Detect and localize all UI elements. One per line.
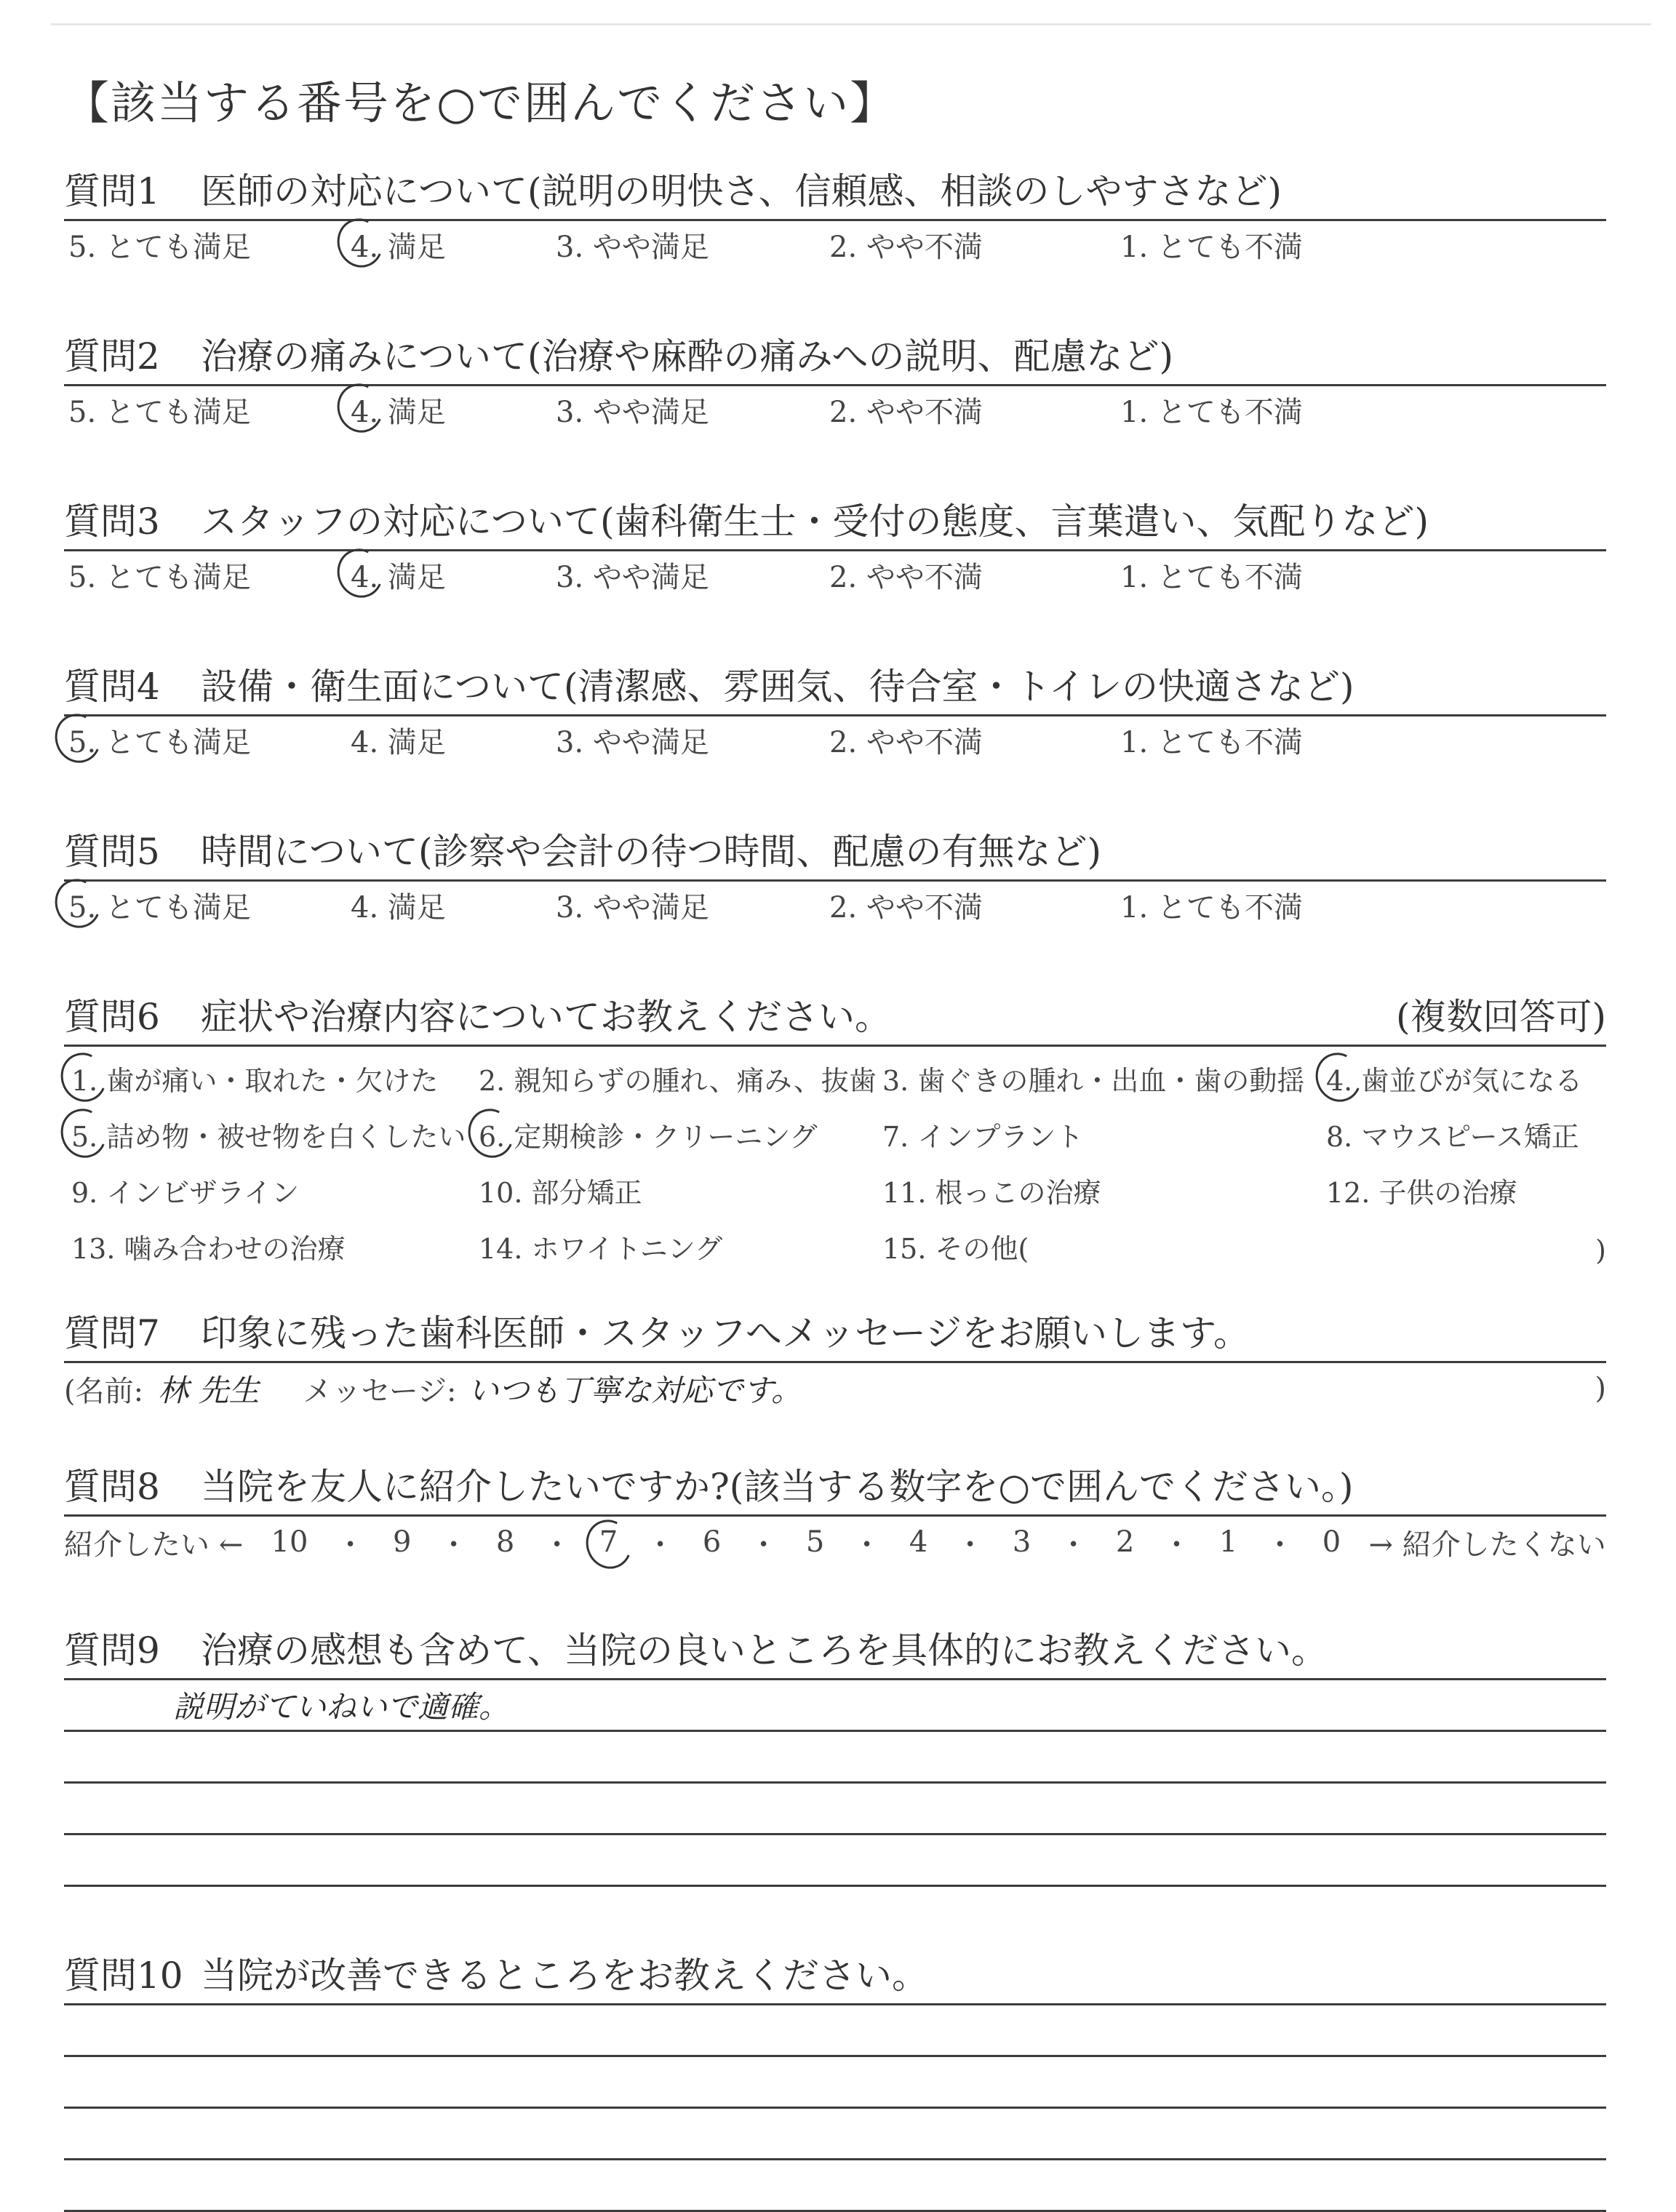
rating-options <box>64 386 1606 433</box>
close-paren: ) <box>1595 1372 1606 1405</box>
rating-option-label: 4. 満足 <box>351 395 446 429</box>
rating-option-label: 5. とても満足 <box>68 230 251 264</box>
scale-value-5[interactable] <box>803 1525 827 1559</box>
scale-value-label: 1 <box>1218 1525 1238 1559</box>
rating-option-label: 4. 満足 <box>351 890 446 925</box>
question-10 <box>64 1947 1606 2212</box>
scale-value-9[interactable] <box>390 1525 414 1559</box>
question-5 <box>64 823 1606 928</box>
rating-option-label: 2. やや不満 <box>829 395 983 429</box>
answer-line[interactable] <box>64 2160 1606 2212</box>
rating-option-label: 4. 満足 <box>351 230 446 264</box>
scale-value-7[interactable] <box>596 1525 620 1559</box>
question-number: 質問2 <box>64 335 160 378</box>
symptom-option-label: 8. マウスピース矯正 <box>1326 1121 1579 1153</box>
rating-option-label: 1. とても不満 <box>1120 230 1303 264</box>
symptom-option-label: 9. インビザライン <box>71 1177 300 1209</box>
scale-value-label: 2 <box>1115 1525 1135 1559</box>
rating-option-label: 3. やや満足 <box>556 890 709 925</box>
rating-option-label: 4. 満足 <box>351 725 446 759</box>
rating-option-2[interactable] <box>825 719 1116 761</box>
symptom-option-label: 6. 定期検診・クリーニング <box>479 1121 818 1153</box>
scale-separator: ・ <box>749 1528 778 1562</box>
recommend-scale <box>64 1517 1606 1568</box>
rating-option-4[interactable] <box>346 719 551 761</box>
rating-option-1[interactable] <box>1116 885 1338 926</box>
rating-option-label: 3. やや満足 <box>556 395 709 429</box>
rating-option-5[interactable] <box>64 389 346 431</box>
scale-value-label: 8 <box>495 1525 515 1559</box>
question-text: 当院を友人に紹介したいですか?(該当する数字を○で囲んでください。) <box>201 1466 1354 1508</box>
symptom-option-12[interactable] <box>1319 1170 1588 1210</box>
symptom-option-6[interactable] <box>471 1114 875 1154</box>
rating-option-label: 5. とても満足 <box>68 395 251 429</box>
symptom-option-label: 15. その他( <box>882 1233 1029 1265</box>
question-10-heading <box>64 1947 1606 2005</box>
message-label: メッセージ: <box>303 1374 457 1408</box>
rating-option-label: 3. やや満足 <box>556 230 709 264</box>
rating-option-label: 2. やや不満 <box>829 230 983 264</box>
symptom-option-label: 1. 歯が痛い・取れた・欠けた <box>71 1065 439 1097</box>
scale-value-4[interactable] <box>906 1525 930 1559</box>
scale-separator: ・ <box>645 1528 675 1562</box>
rating-option-4[interactable] <box>346 389 551 431</box>
question-8-heading <box>64 1458 1606 1517</box>
question-2-heading <box>64 327 1606 386</box>
question-4-heading <box>64 658 1606 716</box>
rating-option-5[interactable] <box>64 719 346 761</box>
rating-option-3[interactable] <box>551 719 825 761</box>
rating-option-4[interactable] <box>346 885 551 926</box>
symptom-option-8[interactable] <box>1319 1114 1588 1154</box>
rating-option-5[interactable] <box>64 224 346 265</box>
scale-separator: ・ <box>335 1528 365 1562</box>
rating-option-label: 2. やや不満 <box>829 890 983 925</box>
rating-option-label: 1. とても不満 <box>1120 725 1303 759</box>
hand-drawn-circle-mark <box>48 872 108 934</box>
question-9 <box>64 1621 1606 1887</box>
symptom-option-1[interactable] <box>64 1058 471 1098</box>
scale-value-label: 7 <box>599 1525 618 1559</box>
symptom-options <box>64 1047 1606 1266</box>
hand-drawn-circle-mark <box>48 707 108 769</box>
question-text: 医師の対応について(説明の明快さ、信頼感、相談のしやすさなど) <box>201 170 1282 212</box>
symptom-option-label: 4. 歯並びが気になる <box>1326 1065 1583 1097</box>
symptom-option-label: 10. 部分矯正 <box>479 1177 642 1209</box>
question-text: 治療の感想も含めて、当院の良いところを具体的にお教えください。 <box>201 1629 1328 1672</box>
symptom-option-3[interactable] <box>875 1058 1319 1098</box>
rating-option-label: 2. やや不満 <box>829 560 983 594</box>
scan-edge-line <box>51 23 1651 25</box>
symptom-option-13[interactable] <box>64 1226 471 1266</box>
question-number: 質問6 <box>64 996 160 1038</box>
symptom-option-16 <box>1319 1226 1588 1266</box>
rating-option-5[interactable] <box>64 885 346 926</box>
question-text: 治療の痛みについて(治療や麻酔の痛みへの説明、配慮など) <box>201 335 1174 378</box>
symptom-option-label: 2. 親知らずの腫れ、痛み、抜歯 <box>479 1065 877 1097</box>
answer-line[interactable] <box>64 1732 1606 1784</box>
question-text: 時間について(診察や会計の待つ時間、配慮の有無など) <box>201 831 1102 873</box>
answer-line[interactable] <box>64 2057 1606 2109</box>
rating-option-label: 1. とても不満 <box>1120 560 1303 594</box>
rating-option-label: 4. 満足 <box>351 560 446 594</box>
symptom-option-15[interactable] <box>875 1226 1319 1266</box>
scale-value-label: 4 <box>909 1525 928 1559</box>
scale-right-label: → 紹介したくない <box>1368 1528 1606 1562</box>
rating-options <box>64 551 1606 598</box>
rating-option-1[interactable] <box>1116 389 1338 431</box>
rating-option-2[interactable] <box>825 389 1116 431</box>
symptom-option-7[interactable] <box>875 1114 1319 1154</box>
scale-separator: ・ <box>1058 1528 1088 1562</box>
hand-drawn-circle-mark <box>54 1046 113 1108</box>
rating-option-2[interactable] <box>825 224 1116 265</box>
rating-option-1[interactable] <box>1116 719 1338 761</box>
message-line <box>64 1363 1606 1414</box>
scale-separator: ・ <box>439 1528 468 1562</box>
rating-option-label: 3. やや満足 <box>556 725 709 759</box>
question-9-heading <box>64 1621 1606 1680</box>
scale-value-label: 5 <box>805 1525 825 1559</box>
question-4 <box>64 658 1606 763</box>
symptom-option-10[interactable] <box>471 1170 875 1210</box>
scale-left-label: 紹介したい ← <box>64 1528 244 1562</box>
form-title: 【該当する番号を○で囲んでください】 <box>64 76 897 129</box>
multiple-answers-note: (複数回答可) <box>1395 996 1606 1038</box>
rating-options <box>64 882 1606 928</box>
rating-option-label: 5. とても満足 <box>68 725 251 759</box>
symptom-option-9[interactable] <box>64 1170 471 1210</box>
symptom-option-label: 11. 根っこの治療 <box>882 1177 1101 1209</box>
question-text: 設備・衛生面について(清潔感、雰囲気、待合室・トイレの快適さなど) <box>201 666 1354 708</box>
close-paren: ) <box>1595 1234 1606 1266</box>
hand-drawn-circle-mark <box>461 1102 521 1164</box>
scale-value-label: 3 <box>1012 1525 1031 1559</box>
scale-value-label: 6 <box>702 1525 722 1559</box>
symptom-option-label: 5. 詰め物・被せ物を白くしたい <box>71 1121 466 1153</box>
rating-option-label: 3. やや満足 <box>556 560 709 594</box>
answer-line[interactable] <box>64 2005 1606 2057</box>
symptom-option-label: 12. 子供の治療 <box>1326 1177 1517 1209</box>
symptom-option-4[interactable] <box>1319 1058 1588 1098</box>
scale-value-label: 0 <box>1322 1525 1341 1559</box>
question-1 <box>64 162 1606 268</box>
scale-value-10[interactable] <box>268 1525 311 1559</box>
question-number: 質問9 <box>64 1629 160 1672</box>
question-text: 印象に残った歯科医師・スタッフへメッセージをお願いします。 <box>201 1312 1250 1354</box>
rating-option-3[interactable] <box>551 554 825 596</box>
rating-option-4[interactable] <box>346 224 551 265</box>
rating-option-4[interactable] <box>346 554 551 596</box>
question-6 <box>64 988 1606 1266</box>
question-number: 質問3 <box>64 500 160 543</box>
answer-text: 説明がていねいで適確。 <box>173 1689 510 1725</box>
scale-separator: ・ <box>1265 1528 1295 1562</box>
question-6-heading <box>64 988 1606 1047</box>
question-1-heading <box>64 162 1606 221</box>
rating-option-label: 2. やや不満 <box>829 725 983 759</box>
hand-drawn-circle-mark <box>54 1102 113 1164</box>
question-number: 質問7 <box>64 1312 160 1354</box>
scale-value-8[interactable] <box>493 1525 517 1559</box>
rating-option-label: 5. とても満足 <box>68 890 251 925</box>
rating-options <box>64 221 1606 268</box>
rating-option-label: 5. とても満足 <box>68 560 251 594</box>
symptom-option-label: 13. 噛み合わせの治療 <box>71 1233 346 1265</box>
question-text: 当院が改善できるところをお教えください。 <box>201 1955 928 1997</box>
scale-value-label: 9 <box>392 1525 412 1559</box>
rating-option-1[interactable] <box>1116 554 1338 596</box>
survey-form <box>64 67 1606 2212</box>
question-number: 質問4 <box>64 666 160 708</box>
rating-option-3[interactable] <box>551 885 825 926</box>
question-7-heading <box>64 1304 1606 1363</box>
rating-option-2[interactable] <box>825 885 1116 926</box>
rating-option-1[interactable] <box>1116 224 1338 265</box>
question-number: 質問1 <box>64 170 160 212</box>
symptom-option-label: 3. 歯ぐきの腫れ・出血・歯の動揺 <box>882 1065 1305 1097</box>
scale-separator: ・ <box>955 1528 985 1562</box>
question-3 <box>64 492 1606 598</box>
scale-value-0[interactable] <box>1320 1525 1344 1559</box>
rating-option-2[interactable] <box>825 554 1116 596</box>
scale-value-3[interactable] <box>1010 1525 1034 1559</box>
name-value[interactable]: 林 先生 <box>158 1373 260 1408</box>
question-text: スタッフの対応について(歯科衛生士・受付の態度、言葉遣い、気配りなど) <box>201 500 1429 543</box>
scale-value-6[interactable] <box>700 1525 724 1559</box>
rating-options <box>64 716 1606 763</box>
question-number: 質問8 <box>64 1466 160 1508</box>
scale-separator: ・ <box>852 1528 882 1562</box>
symptom-option-2[interactable] <box>471 1058 875 1098</box>
hand-drawn-circle-mark <box>579 1513 639 1575</box>
question-7 <box>64 1304 1606 1414</box>
symptom-option-5[interactable] <box>64 1114 471 1154</box>
rating-option-5[interactable] <box>64 554 346 596</box>
answer-line[interactable] <box>64 1680 1606 1732</box>
hand-drawn-circle-mark <box>1309 1046 1368 1108</box>
symptom-option-label: 7. インプラント <box>882 1121 1084 1153</box>
answer-line[interactable] <box>64 1835 1606 1887</box>
symptom-option-11[interactable] <box>875 1170 1319 1210</box>
scale-value-2[interactable] <box>1113 1525 1137 1559</box>
rating-questions <box>64 162 1606 928</box>
name-label: (名前: <box>64 1374 144 1408</box>
rating-option-3[interactable] <box>551 389 825 431</box>
question-number: 質問5 <box>64 831 160 873</box>
symptom-option-14[interactable] <box>471 1226 875 1266</box>
message-value[interactable]: いつも丁寧な対応です。 <box>468 1373 802 1408</box>
scale-value-1[interactable] <box>1216 1525 1240 1559</box>
answer-line[interactable] <box>64 2109 1606 2160</box>
symptom-option-label: 14. ホワイトニング <box>479 1233 723 1265</box>
question-2 <box>64 327 1606 433</box>
question-number: 質問10 <box>64 1955 183 1997</box>
rating-option-label: 1. とても不満 <box>1120 890 1303 925</box>
scale-separator: ・ <box>542 1528 572 1562</box>
scale-separator: ・ <box>1162 1528 1192 1562</box>
question-8 <box>64 1458 1606 1568</box>
rating-option-label: 1. とても不満 <box>1120 395 1303 429</box>
rating-option-3[interactable] <box>551 224 825 265</box>
answer-line[interactable] <box>64 1784 1606 1835</box>
question-text: 症状や治療内容についてお教えください。 <box>201 996 891 1038</box>
question-5-heading <box>64 823 1606 882</box>
question-3-heading <box>64 492 1606 551</box>
scale-value-label: 10 <box>271 1525 308 1559</box>
